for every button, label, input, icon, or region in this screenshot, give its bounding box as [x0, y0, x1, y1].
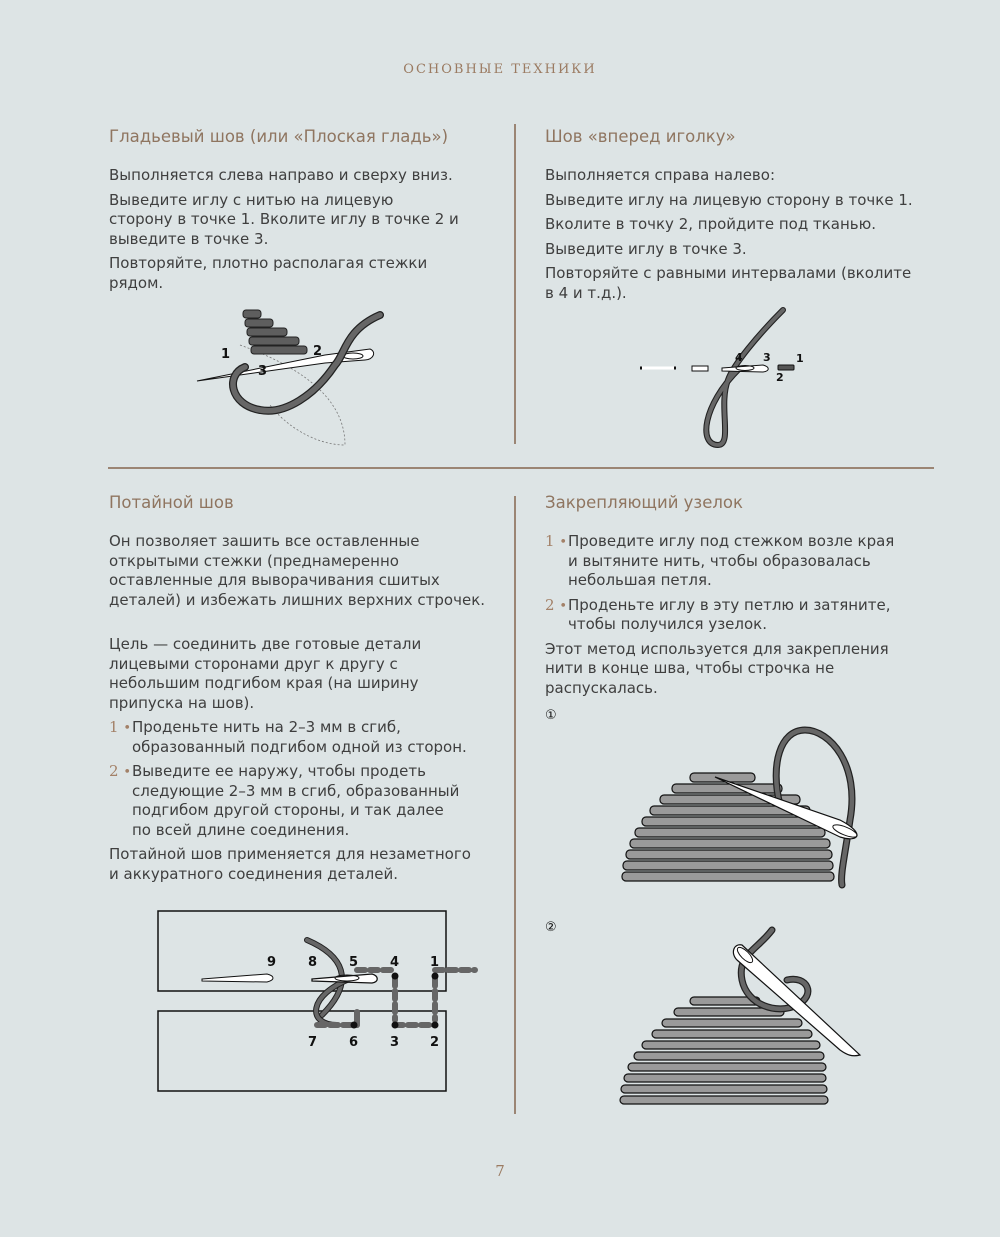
page-number: 7: [495, 1162, 505, 1180]
running-section: [545, 127, 945, 308]
running-label-1: 1: [796, 352, 804, 365]
divider-vertical-top: [514, 124, 516, 444]
knot-figure-2-label: ②: [545, 920, 557, 935]
blind-step-1-text: Проденьте нить на 2–3 мм в сгиб, образованный подгибом одной из сторон.: [132, 718, 467, 756]
knot-section: [545, 493, 925, 703]
blind-label-2: 2: [430, 1035, 440, 1050]
satin-label-2: 2: [313, 344, 323, 359]
knot-illustration-2: [612, 925, 872, 1115]
blind-step-2-text: Выведите ее наружу, чтобы продеть следующие 2–3 мм в сгиб, образованный подгибом другой стороны, и так далее по всей длине соединения.: [132, 762, 460, 839]
divider-vertical-bottom: [514, 496, 516, 1114]
running-p1: Выполняется справа налево:: [545, 166, 775, 184]
running-label-4: 4: [735, 351, 743, 364]
knot-step-1: 1 • Проведите иглу под стежком возле края и вытяните нить, чтобы образовалась небольшая петля.: [545, 532, 895, 589]
satin-section: [109, 127, 509, 298]
blind-section: [109, 493, 499, 889]
blind-label-5: 5: [349, 955, 359, 970]
blind-title: Потайной шов: [109, 493, 234, 512]
running-p5: Повторяйте с равными интервалами (вколите в 4 и т.д.).: [545, 264, 912, 302]
knot-title: Закрепляющий узелок: [545, 493, 743, 512]
running-title: Шов «вперед иголку»: [545, 127, 736, 146]
blind-step-1: 1 • Проденьте нить на 2–3 мм в сгиб, образованный подгибом одной из сторон.: [109, 718, 467, 756]
satin-title: Гладьевый шов (или «Плоская гладь»): [109, 127, 449, 146]
blind-step-2: 2 • Выведите ее наружу, чтобы продеть следующие 2–3 мм в сгиб, образованный подгибом другой стороны, и так далее по всей длине соединения.: [109, 762, 460, 839]
satin-label-3: 3: [258, 364, 268, 379]
satin-label-1: 1: [221, 347, 231, 362]
satin-p2: Выведите иглу с нитью на лицевую сторону в точке 1. Вколите иглу в точке 2 и выведите в точке 3.: [109, 190, 459, 248]
knot-figure-1-label: ①: [545, 708, 557, 723]
blind-label-4: 4: [390, 955, 400, 970]
running-p3: Вколите в точку 2, пройдите под тканью.: [545, 215, 877, 233]
blind-p3: Потайной шов применяется для незаметного и аккуратного соединения деталей.: [109, 845, 471, 883]
running-p4: Выведите иглу в точке 3.: [545, 239, 747, 258]
knot-p1: Этот метод используется для закрепления нити в конце шва, чтобы строчка не распускалась.: [545, 639, 889, 697]
blind-label-7: 7: [308, 1035, 318, 1050]
blind-p1: Он позволяет зашить все оставленные открытыми стежки (преднамеренно оставленные для выворачивания сшитых деталей) и избежать лишних верхних строчек.: [109, 532, 486, 609]
knot-step-1-text: Проведите иглу под стежком возле края и вытяните нить, чтобы образовалась небольшая петля.: [568, 532, 895, 589]
knot-illustration-1: [620, 725, 870, 885]
divider-horizontal: [108, 467, 934, 469]
knot-step-2: 2 • Проденьте иглу в эту петлю и затяните, чтобы получился узелок.: [545, 595, 891, 633]
blind-label-1: 1: [430, 955, 440, 970]
blind-illustration: [157, 910, 487, 1092]
knot-step-2-text: Проденьте иглу в эту петлю и затяните, чтобы получился узелок.: [568, 595, 891, 633]
satin-p1: Выполняется слева направо и сверху вниз.: [109, 166, 453, 184]
blind-label-8: 8: [308, 955, 318, 970]
running-label-2: 2: [776, 371, 784, 384]
satin-p3: Повторяйте, плотно располагая стежки рядом.: [109, 254, 428, 292]
blind-label-9: 9: [267, 955, 277, 970]
running-head: ОСНОВНЫЕ ТЕХНИКИ: [403, 62, 597, 77]
blind-label-6: 6: [349, 1035, 359, 1050]
blind-p2: Цель — соединить две готовые детали лицевыми сторонами друг к другу с небольшим подгибом края (на ширину припуска на шов).: [109, 635, 422, 712]
running-p2: Выведите иглу на лицевую сторону в точке 1.: [545, 190, 913, 209]
running-illustration: [638, 305, 818, 450]
running-label-3: 3: [763, 351, 771, 364]
blind-label-3: 3: [390, 1035, 400, 1050]
satin-illustration: [195, 305, 395, 450]
